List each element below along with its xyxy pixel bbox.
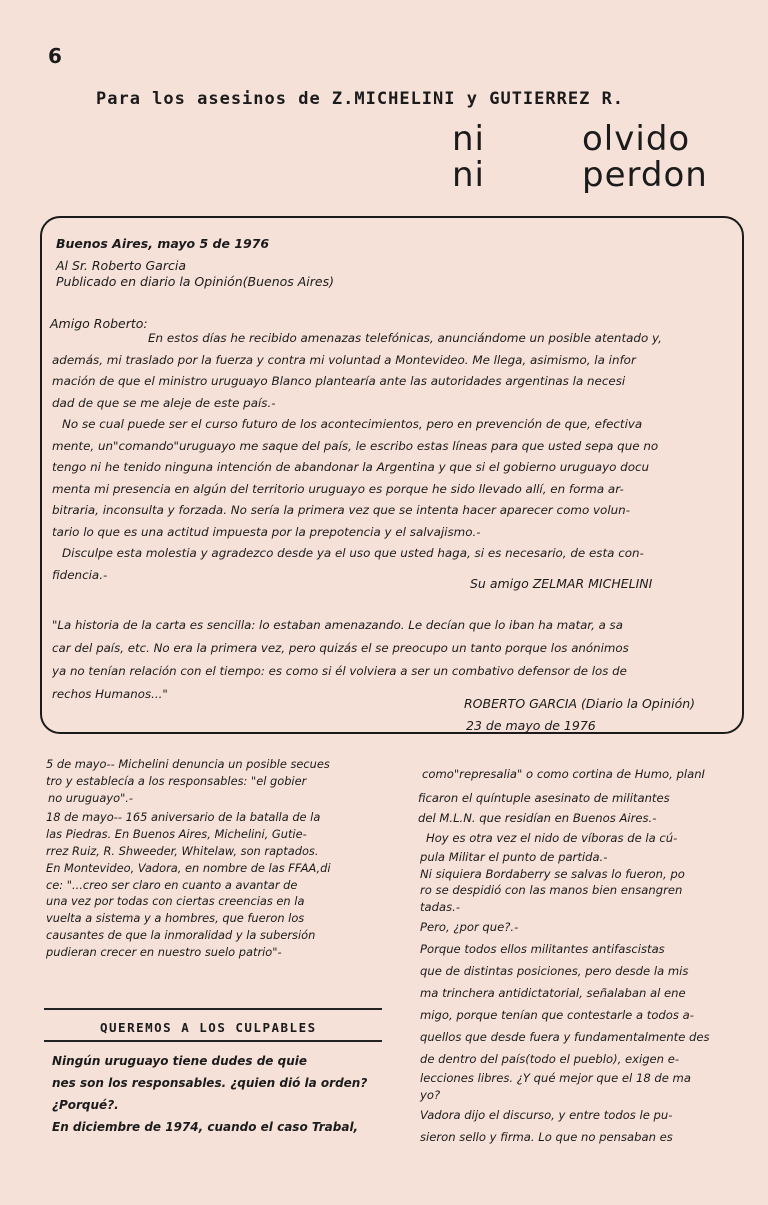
left-column-line: tro y establecía a los responsables: "el gobier <box>46 773 307 788</box>
left-column-line: vuelta a sistema y a hombres, que fueron los <box>46 911 305 926</box>
left-column-line: una vez por todas con ciertas creencias en la <box>46 894 305 909</box>
left-column <box>46 756 386 961</box>
left-column-line: 5 de mayo-- Michelini denuncia un posible secues <box>46 757 330 771</box>
slogan-ni-1: ni <box>452 119 485 159</box>
right-column-line: lecciones libres. ¿Y qué mejor que el 18 de ma <box>420 1070 691 1085</box>
letter-place-date: Buenos Aires, mayo 5 de 1976 <box>56 236 270 251</box>
headline: Para los asesinos de Z.MICHELINI y GUTIERREZ R. <box>96 89 625 109</box>
letter-note-author: ROBERTO GARCIA (Diario la Opinión) <box>464 696 696 711</box>
left-column-line: causantes de que la inmoralidad y la subersión <box>46 927 316 942</box>
right-column-line: sieron sello y firma. Lo que no pensaban es <box>420 1129 673 1144</box>
letter-addressee: Al Sr. Roberto Garcia <box>56 258 186 273</box>
section-rule-bottom <box>44 1040 382 1042</box>
section-rule-top <box>44 1008 382 1010</box>
right-column-line: Porque todos ellos militantes antifascistas <box>420 941 665 956</box>
section-title: QUEREMOS A LOS CULPABLES <box>100 1020 317 1035</box>
slogan-line-2 <box>452 156 708 194</box>
letter-body-line: tario lo que es una actitud impuesta por la prepotencia y el salvajismo.- <box>52 524 481 539</box>
letter-body-line: bitraria, inconsulta y forzada. No sería la primera vez que se intenta hacer aparecer como volun- <box>52 503 630 517</box>
right-column-line: Hoy es otra vez el nido de víboras de la cú- <box>426 830 678 845</box>
left-column-line: En Montevideo, Vadora, en nombre de las FFAA,di <box>46 860 331 875</box>
letter-note-date: 23 de mayo de 1976 <box>466 718 596 733</box>
letter-note-line: car del país, etc. No era la primera vez, pero quizás el se preocupo un tanto porque los anónimos <box>52 641 629 655</box>
right-column-line: que de distintas posiciones, pero desde la mis <box>420 963 689 978</box>
right-column-line: Pero, ¿por que?.- <box>420 919 519 934</box>
right-column-line: ficaron el quíntuple asesinato de militantes <box>418 791 670 805</box>
right-column-line: pula Militar el punto de partida.- <box>420 849 608 864</box>
letter-note-line: rechos Humanos..." <box>52 687 168 701</box>
right-column-line: Vadora dijo el discurso, y entre todos le pu- <box>420 1107 673 1122</box>
right-column-line: ro se despidió con las manos bien ensangren <box>420 883 683 898</box>
right-column-line: ma trinchera antidictatorial, señalaban al ene <box>420 985 686 1000</box>
letter-body-line: No se cual puede ser el curso futuro de los acontecimientos, pero en prevención de que, efectiva <box>62 417 643 431</box>
right-column-line: quellos que desde fuera y fundamentalmente des <box>420 1029 710 1044</box>
slogan-perdon: perdon <box>582 155 708 195</box>
letter-signature: Su amigo ZELMAR MICHELINI <box>470 576 653 591</box>
letter-body <box>52 328 742 586</box>
slogan-ni-2: ni <box>452 155 485 195</box>
left-column-line: rrez Ruiz, R. Shweeder, Whitelaw, son raptados. <box>46 843 319 858</box>
right-column-line: del M.L.N. que residían en Buenos Aires.- <box>418 811 657 825</box>
left-column-line: 18 de mayo-- 165 aniversario de la batalla de la <box>46 810 321 825</box>
right-column-line: tadas.- <box>420 900 461 915</box>
letter-note-line: "La historia de la carta es sencilla: lo estaban amenazando. Le decían que lo iban ha matar, a sa <box>52 618 623 632</box>
letter-body-line: fidencia.- <box>52 567 108 582</box>
letter-body-line: tengo ni he tenido ninguna intención de abandonar la Argentina y que si el gobierno uruguayo docu <box>52 460 650 474</box>
left-column-line: no uruguayo".- <box>48 790 134 805</box>
letter-note <box>52 614 742 706</box>
right-column-line: Ni siquiera Bordaberry se salvas lo fueron, po <box>420 866 685 881</box>
left-bottom-line: Ningún uruguayo tiene dudes de quie <box>52 1054 307 1068</box>
letter-published: Publicado en diario la Opinión(Buenos Aires) <box>56 274 334 289</box>
letter-body-line: Disculpe esta molestia y agradezco desde ya el uso que usted haga, si es necesario, de esta con- <box>62 546 644 560</box>
letter-body-line: menta mi presencia en algún del territorio uruguayo es porque he sido llevado allí, en forma ar- <box>52 481 624 496</box>
right-column-line: de dentro del país(todo el pueblo), exigen e- <box>420 1051 680 1066</box>
left-column-line: las Piedras. En Buenos Aires, Michelini, Gutie- <box>46 827 307 842</box>
right-column-line: yo? <box>420 1087 441 1102</box>
left-bottom-line: nes son los responsables. ¿quien dió la orden? <box>52 1076 368 1090</box>
letter-body-line: dad de que se me aleje de este país.- <box>52 395 276 410</box>
slogan-line-1 <box>452 120 690 158</box>
left-bottom-line: ¿Porqué?. <box>52 1098 119 1112</box>
letter-body-line: mación de que el ministro uruguayo Blanco plantearía ante las autoridades argentinas la necesi <box>52 374 626 388</box>
letter-salutation: Amigo Roberto: <box>50 316 148 331</box>
left-bottom-line: En diciembre de 1974, cuando el caso Trabal, <box>52 1120 359 1134</box>
right-column-line: como"represalia" o como cortina de Humo, planI <box>422 767 705 781</box>
letter-body-line: además, mi traslado por la fuerza y contra mi voluntad a Montevideo. Me llega, asimismo, la infor <box>52 352 636 367</box>
right-column <box>392 762 752 1148</box>
page-number: 6 <box>48 44 62 68</box>
letter-body-line: En estos días he recibido amenazas telefónicas, anunciándome un posible atentado y, <box>148 331 662 345</box>
right-column-line: migo, porque tenían que contestarle a todos a- <box>420 1007 694 1022</box>
left-column-line: ce: "...creo ser claro en cuanto a avantar de <box>46 877 298 892</box>
left-column-line: pudieran crecer en nuestro suelo patrio"- <box>46 944 282 959</box>
left-bottom-column <box>52 1050 382 1138</box>
letter-body-line: mente, un"comando"uruguayo me saque del país, le escribo estas líneas para que usted sepa que no <box>52 438 659 453</box>
letter-note-line: ya no tenían relación con el tiempo: es como si él volviera a ser un combativo defensor de los de <box>52 664 627 678</box>
slogan-olvido: olvido <box>582 119 691 159</box>
